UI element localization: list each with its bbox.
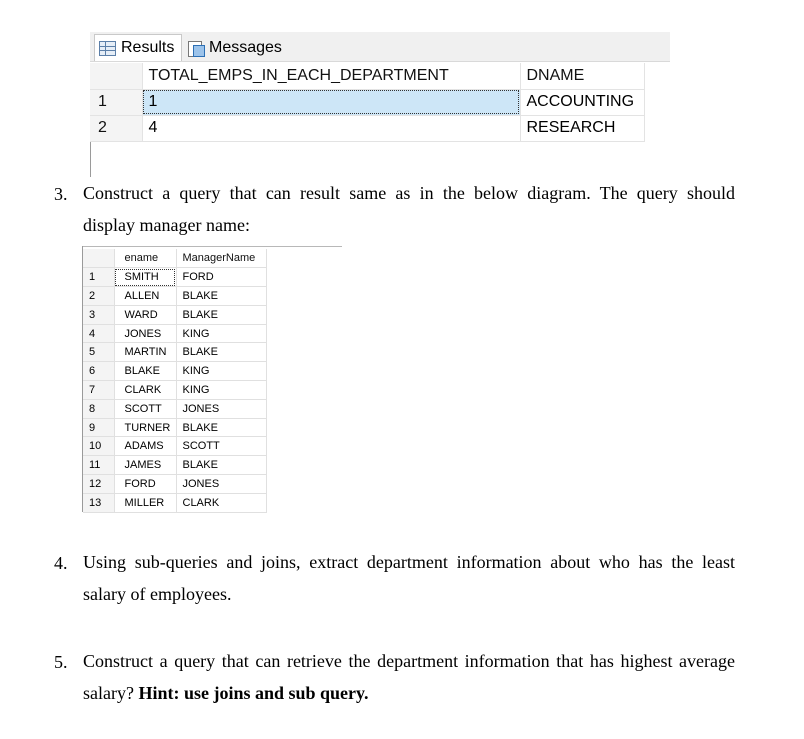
tab-results-label: Results: [121, 39, 175, 56]
results-tab-bar: [90, 32, 670, 62]
question-4-text: [83, 546, 735, 610]
question-3-number: 3.: [54, 184, 68, 204]
row-number[interactable]: 2: [90, 115, 142, 141]
question-3-text: [83, 177, 735, 241]
tab-results[interactable]: [94, 34, 182, 61]
header-row: [90, 63, 644, 89]
row-number[interactable]: 11: [83, 456, 114, 475]
row-number[interactable]: 1: [83, 268, 114, 287]
table-row: [83, 437, 266, 456]
table-row: [83, 381, 266, 400]
tab-messages-label: Messages: [209, 38, 282, 56]
cell-manager-name[interactable]: KING: [176, 362, 266, 381]
row-number[interactable]: 13: [83, 493, 114, 512]
table-row: [83, 493, 266, 512]
question-4-line-1: Using sub-queries and joins, extract department information about who has the least: [83, 552, 735, 572]
table-row: [83, 399, 266, 418]
row-number[interactable]: 12: [83, 475, 114, 494]
cell-ename[interactable]: JAMES: [114, 456, 176, 475]
row-number-header[interactable]: [90, 63, 142, 89]
cell-manager-name[interactable]: BLAKE: [176, 343, 266, 362]
cell-manager-name[interactable]: BLAKE: [176, 305, 266, 324]
cell-manager-name[interactable]: BLAKE: [176, 287, 266, 306]
results-grid-departments: [90, 32, 670, 177]
row-number-header[interactable]: [83, 249, 114, 268]
cell-ename[interactable]: TURNER: [114, 418, 176, 437]
cell-ename[interactable]: MARTIN: [114, 343, 176, 362]
grid-icon: [99, 41, 116, 56]
row-number[interactable]: 1: [90, 89, 142, 115]
table-row: [83, 362, 266, 381]
row-number[interactable]: 7: [83, 381, 114, 400]
table-row: [90, 115, 644, 141]
header-row: [83, 249, 266, 268]
table-row: [83, 287, 266, 306]
question-5-line-1: Construct a query that can retrieve the department information that has highest average: [83, 651, 735, 671]
cell-manager-name[interactable]: FORD: [176, 268, 266, 287]
column-header-total-emps[interactable]: TOTAL_EMPS_IN_EACH_DEPARTMENT: [142, 63, 520, 89]
question-5-hint: Hint: use joins and sub query.: [138, 683, 369, 703]
cell-manager-name[interactable]: SCOTT: [176, 437, 266, 456]
grid-top-border: [82, 246, 342, 247]
cell-ename[interactable]: BLAKE: [114, 362, 176, 381]
table-row: [83, 305, 266, 324]
row-number[interactable]: 2: [83, 287, 114, 306]
question-4-line-2: salary of employees.: [83, 584, 232, 604]
cell-manager-name[interactable]: KING: [176, 381, 266, 400]
question-5-text: [83, 645, 735, 709]
cell-ename[interactable]: SMITH: [114, 268, 176, 287]
cell-total[interactable]: 1: [142, 89, 520, 115]
cell-manager-name[interactable]: JONES: [176, 399, 266, 418]
cell-ename[interactable]: ADAMS: [114, 437, 176, 456]
question-3-line-1: Construct a query that can result same as in the below diagram. The query should: [83, 183, 735, 203]
row-number[interactable]: 9: [83, 418, 114, 437]
manager-table: [83, 249, 267, 513]
row-number[interactable]: 4: [83, 324, 114, 343]
column-header-ename[interactable]: ename: [114, 249, 176, 268]
cell-ename[interactable]: SCOTT: [114, 399, 176, 418]
table-row: [83, 456, 266, 475]
cell-dname[interactable]: RESEARCH: [520, 115, 644, 141]
tab-messages[interactable]: [184, 34, 294, 61]
column-header-managername[interactable]: ManagerName: [176, 249, 266, 268]
cell-ename[interactable]: CLARK: [114, 381, 176, 400]
cell-ename[interactable]: ALLEN: [114, 287, 176, 306]
table-row: [90, 89, 644, 115]
question-4-number: 4.: [54, 553, 68, 573]
question-3-line-2: display manager name:: [83, 215, 250, 235]
cell-total[interactable]: 4: [142, 115, 520, 141]
table-row: [83, 268, 266, 287]
row-number[interactable]: 3: [83, 305, 114, 324]
cell-ename[interactable]: WARD: [114, 305, 176, 324]
question-5-line-2-text: salary?: [83, 683, 139, 703]
cell-dname[interactable]: ACCOUNTING: [520, 89, 644, 115]
column-header-dname[interactable]: DNAME: [520, 63, 644, 89]
cell-manager-name[interactable]: BLAKE: [176, 418, 266, 437]
cell-manager-name[interactable]: CLARK: [176, 493, 266, 512]
messages-icon: [188, 39, 204, 56]
cell-manager-name[interactable]: KING: [176, 324, 266, 343]
manager-table-body: [83, 268, 266, 512]
row-number[interactable]: 10: [83, 437, 114, 456]
table-row: [83, 324, 266, 343]
cell-ename[interactable]: FORD: [114, 475, 176, 494]
question-5-number: 5.: [54, 652, 68, 672]
table-row: [83, 475, 266, 494]
row-number[interactable]: 8: [83, 399, 114, 418]
cell-ename[interactable]: JONES: [114, 324, 176, 343]
table-row: [83, 343, 266, 362]
row-number[interactable]: 6: [83, 362, 114, 381]
results-grid-managers: [82, 246, 342, 512]
row-number[interactable]: 5: [83, 343, 114, 362]
cell-manager-name[interactable]: JONES: [176, 475, 266, 494]
results-table: [90, 63, 645, 142]
cell-ename[interactable]: MILLER: [114, 493, 176, 512]
cell-manager-name[interactable]: BLAKE: [176, 456, 266, 475]
table-row: [83, 418, 266, 437]
question-5-line-2: [83, 677, 735, 709]
